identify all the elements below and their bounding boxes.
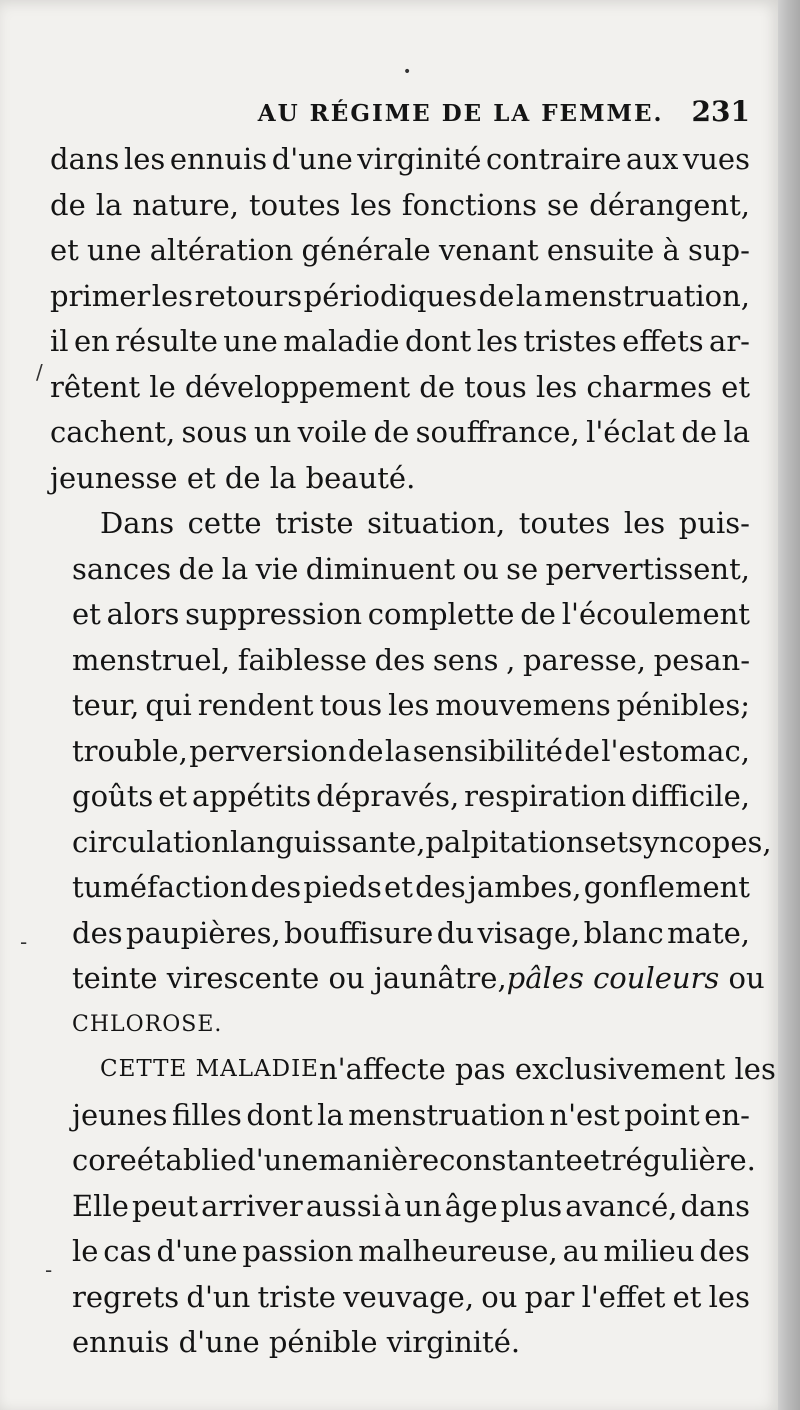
text-line	[50, 1002, 750, 1048]
page-number: 231	[691, 95, 750, 128]
text-line: et une altération générale venant ensuite à sup-	[50, 233, 750, 267]
page-text	[50, 95, 776, 1366]
page-edge	[778, 0, 800, 1410]
text-line: ennuis d'une pénible virginité.	[72, 1325, 521, 1359]
text-line: teur, qui rendent tous les mouvemens pénibles;	[72, 688, 750, 722]
text-line: rêtent le développement de tous les charmes et	[50, 369, 750, 404]
running-header	[50, 95, 750, 137]
margin-mark: -	[20, 930, 28, 954]
margin-mark: -	[45, 1258, 53, 1282]
text-line: Elle peut arriver aussi à un âge plus avancé, dans	[72, 1188, 750, 1223]
lead-small-caps: CETTE MALADIE	[100, 1056, 319, 1082]
text-line: core établie d'une manière constante et régulière.	[72, 1143, 756, 1177]
text-line: Dans cette triste situation, toutes les puis-	[100, 506, 750, 540]
text-line: regrets d'un triste veuvage, ou par l'effet et les	[72, 1279, 750, 1314]
text-line: dans les ennuis d'une virginité contraire aux vues	[50, 142, 750, 176]
text-line: trouble, perversion de la sensibilité de l'estomac,	[72, 733, 750, 768]
text-line: teinte virescente ou jaunâtre, pâles couleurs ou	[72, 961, 765, 995]
text-line: cachent, sous un voile de souffrance, l'éclat de la	[50, 415, 750, 449]
text-line: tuméfaction des pieds et des jambes, gonflement	[72, 870, 750, 904]
text-line: il en résulte une maladie dont les tristes effets ar-	[50, 324, 750, 358]
text-line: CETTE MALADIE n'affecte pas exclusivement les	[50, 1047, 750, 1093]
paragraph-2	[50, 501, 772, 1047]
text-line: de la nature, toutes les fonctions se dérangent,	[50, 187, 750, 222]
paragraph-1	[50, 137, 750, 501]
text-line: menstruel, faiblesse des sens , paresse, pesan-	[72, 642, 750, 677]
text-line: goûts et appétits dépravés, respiration difficile,	[72, 779, 750, 813]
text-line: circulation languissante, palpitations et syncopes,	[72, 824, 772, 859]
paragraph-3	[50, 1047, 776, 1366]
ink-speck: •	[403, 64, 412, 80]
text-line: le cas d'une passion malheureuse, au milieu des	[72, 1234, 750, 1268]
text-line: des paupières, bouffisure du visage, blanc mate,	[72, 915, 750, 950]
text-line: jeunes filles dont la menstruation n'est point en-	[72, 1097, 750, 1132]
text-line: sances de la vie diminuent ou se pervertissent,	[72, 551, 750, 586]
text-line: primer les retours périodiques de la menstruation,	[50, 278, 750, 313]
text-line: et alors suppression complette de l'écoulement	[72, 597, 750, 631]
running-title: AU RÉGIME DE LA FEMME.	[257, 100, 664, 127]
margin-mark: /	[36, 360, 43, 384]
text-line: jeunesse et de la beauté.	[50, 460, 416, 495]
chlorose-term: CHLOROSE.	[72, 1011, 223, 1037]
italic-phrase: pâles couleurs	[506, 961, 720, 995]
